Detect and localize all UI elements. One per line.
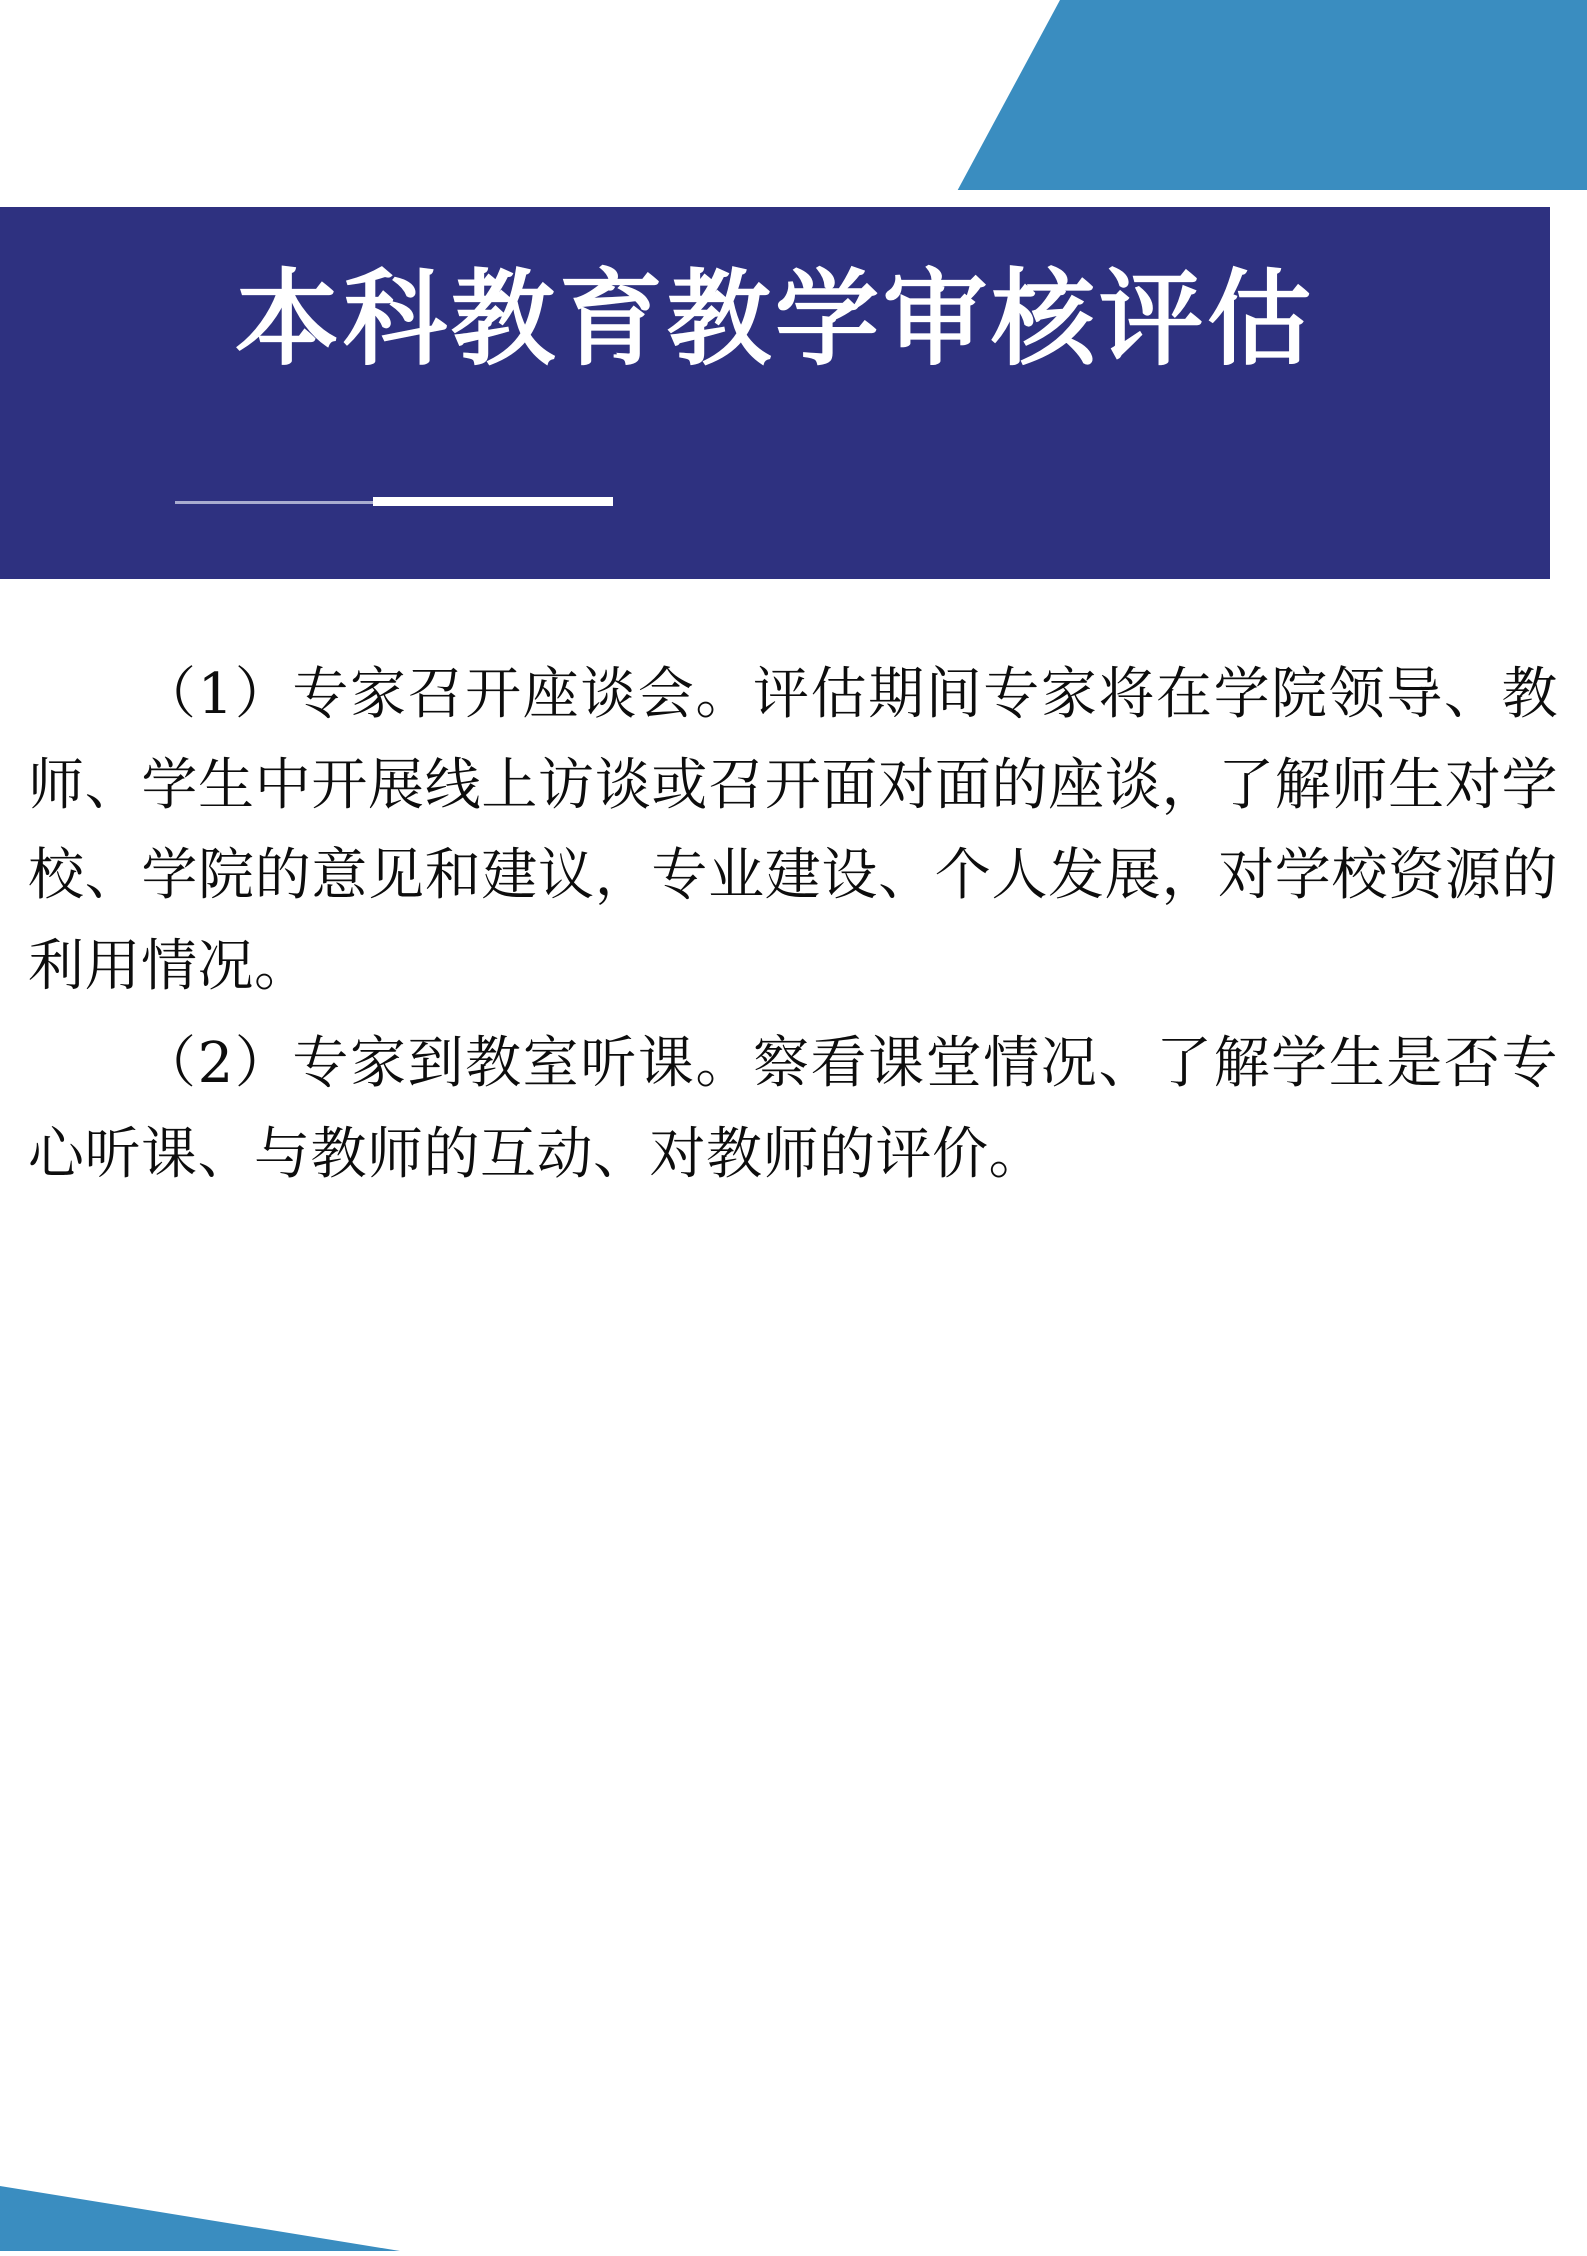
paragraph-2: （2）专家到教室听课。察看课堂情况、了解学生是否专心听课、与教师的互动、对教师的评价。	[28, 1030, 1558, 1187]
body-content	[28, 650, 1558, 1206]
top-decoration	[0, 0, 1587, 215]
page-title: 本科教育教学审核评估	[234, 257, 1315, 380]
title-underline-thick	[373, 497, 613, 506]
bottom-blue-shape	[0, 2186, 400, 2251]
paragraph-1: （1）专家召开座谈会。评估期间专家将在学院领导、教师、学生中开展线上访谈或召开面对面的座谈，了解师生对学校、学院的意见和建议，专业建设、个人发展，对学校资源的利用情况。	[28, 662, 1558, 1000]
bottom-decoration	[0, 2131, 400, 2251]
title-underline	[175, 495, 625, 509]
title-band	[0, 207, 1550, 579]
